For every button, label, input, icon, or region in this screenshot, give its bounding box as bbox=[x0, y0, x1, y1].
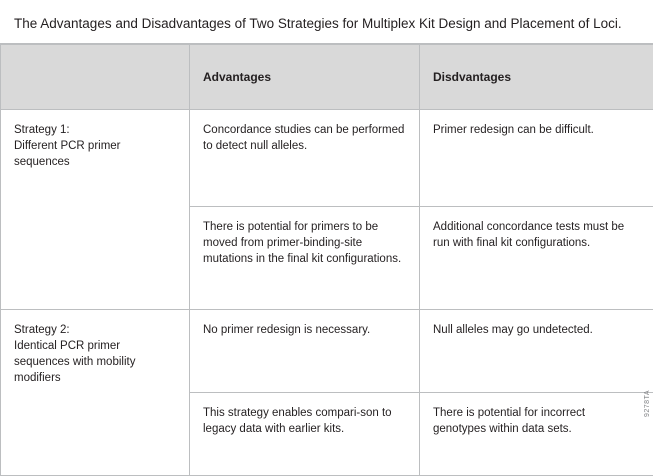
figure-code: 9278TA bbox=[644, 390, 651, 417]
strategy-1-advantage-1: Concordance studies can be performed to detect null alleles. bbox=[190, 110, 420, 207]
strategy-2-description: Identical PCR primer sequences with mobility modifiers bbox=[14, 338, 176, 386]
strategy-2-disadvantage-2: There is potential for incorrect genotypes within data sets. bbox=[420, 393, 653, 476]
table-header-row bbox=[1, 45, 653, 110]
strategy-2-advantage-2: This strategy enables compari-son to legacy data with earlier kits. bbox=[190, 393, 420, 476]
table-row bbox=[1, 110, 653, 207]
strategy-1-name: Strategy 1: bbox=[14, 122, 176, 138]
strategy-1-advantage-2: There is potential for primers to be moved from primer-binding-site mutations in the final kit configurations. bbox=[190, 207, 420, 310]
strategy-2-advantage-1: No primer redesign is necessary. bbox=[190, 310, 420, 393]
column-header-blank bbox=[1, 45, 190, 110]
page-title: The Advantages and Disadvantages of Two Strategies for Multiplex Kit Design and Placement of Loci. bbox=[14, 14, 639, 33]
strategy-1-description: Different PCR primer sequences bbox=[14, 138, 176, 170]
strategy-2-disadvantage-1: Null alleles may go undetected. bbox=[420, 310, 653, 393]
table-row bbox=[1, 310, 653, 393]
strategy-1-label-cell bbox=[1, 110, 190, 310]
strategy-2-name: Strategy 2: bbox=[14, 322, 176, 338]
strategy-1-disadvantage-1: Primer redesign can be difficult. bbox=[420, 110, 653, 207]
strategy-1-disadvantage-2: Additional concordance tests must be run with final kit configurations. bbox=[420, 207, 653, 310]
strategy-2-label-cell bbox=[1, 310, 190, 476]
comparison-table bbox=[0, 44, 653, 476]
column-header-advantages: Advantages bbox=[190, 45, 420, 110]
column-header-disadvantages: Disdvantages bbox=[420, 45, 653, 110]
figure-title-block bbox=[0, 0, 653, 44]
